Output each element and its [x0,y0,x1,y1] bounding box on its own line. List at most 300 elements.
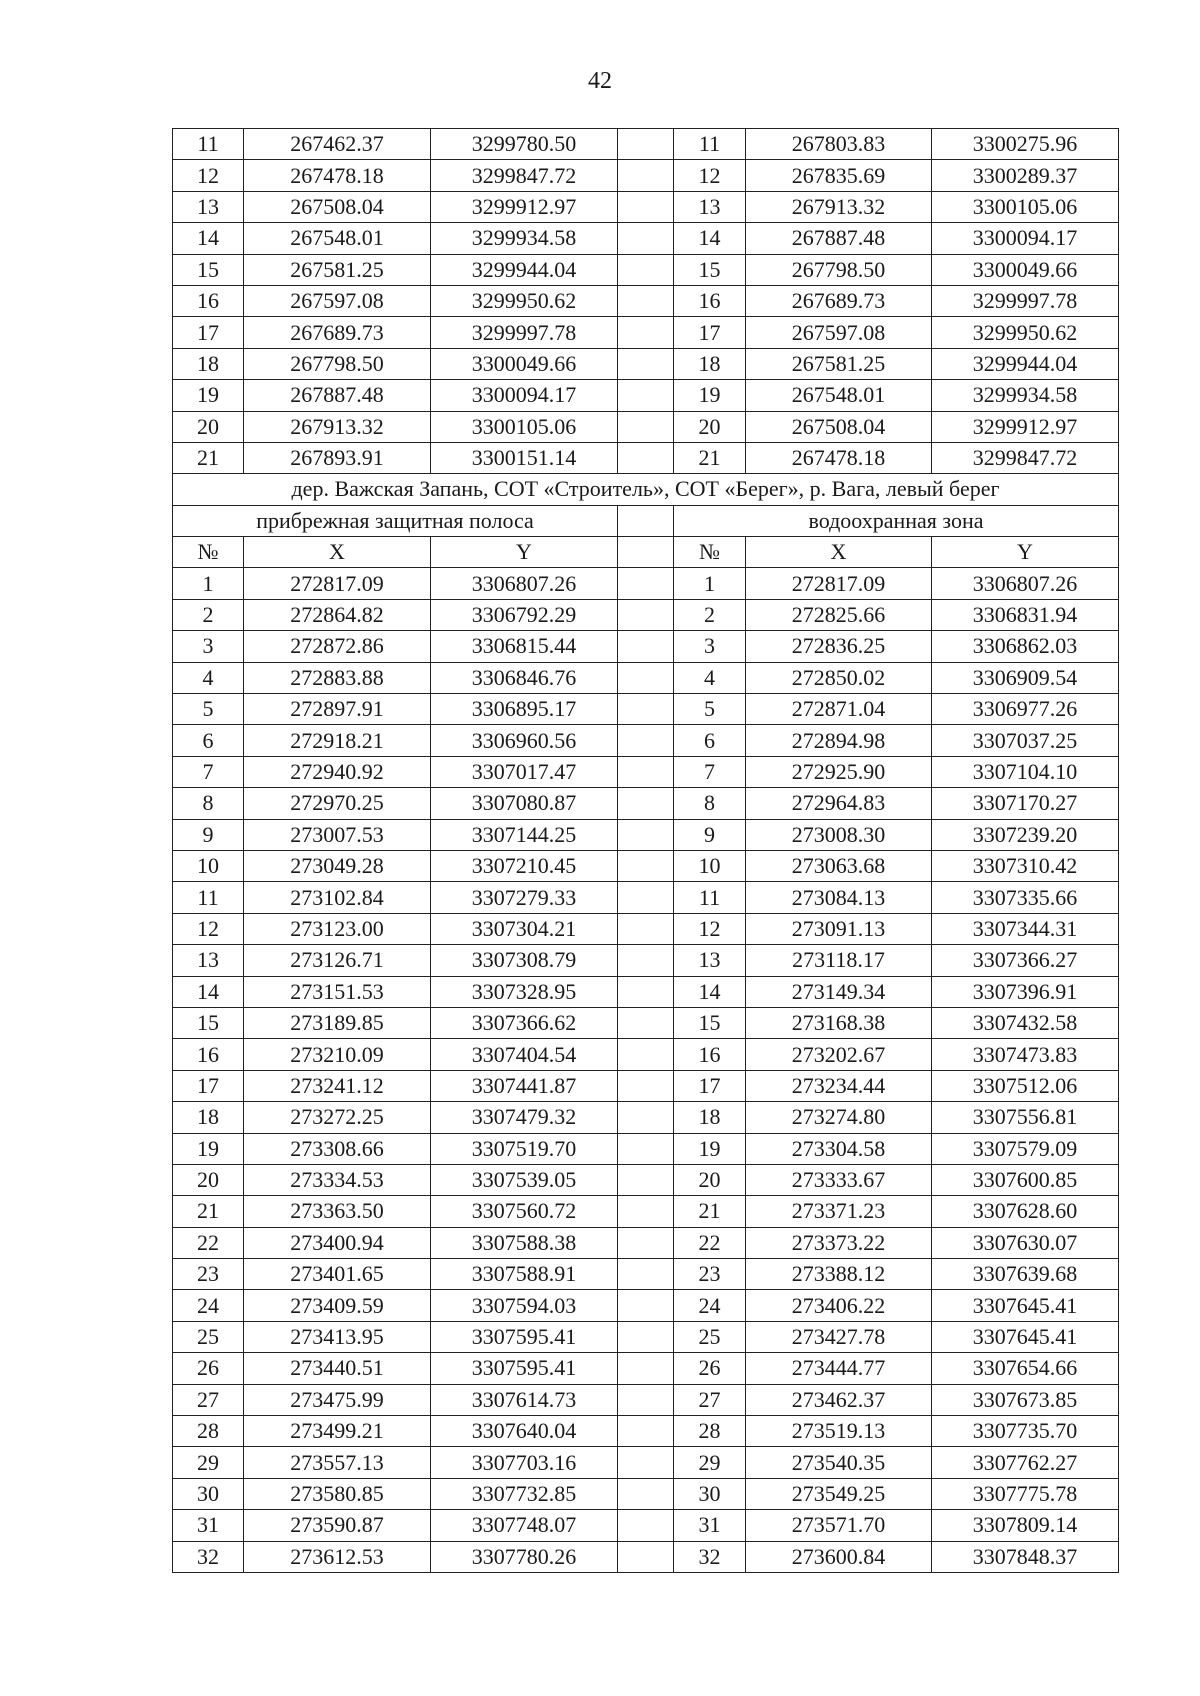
right-point-no: 14 [674,976,746,1007]
right-point-no: 6 [674,725,746,756]
gap-cell [618,1133,674,1164]
gap-cell [618,756,674,787]
gap-cell [618,631,674,662]
right-x: 267581.25 [746,348,932,379]
gap-cell [618,1227,674,1258]
left-y: 3307539.05 [431,1164,618,1195]
left-y: 3299847.72 [431,160,618,191]
right-point-no: 21 [674,1196,746,1227]
left-point-no: 13 [173,945,244,976]
right-x: 273373.22 [746,1227,932,1258]
table-row [173,788,1119,819]
right-x: 273084.13 [746,882,932,913]
gap-cell [618,599,674,630]
table-row [173,1478,1119,1509]
table-row [173,348,1119,379]
left-point-no: 4 [173,662,244,693]
right-y: 3307396.91 [932,976,1119,1007]
left-y: 3307304.21 [431,913,618,944]
table-row [173,819,1119,850]
table-row [173,694,1119,725]
right-point-no: 4 [674,662,746,693]
right-x: 272894.98 [746,725,932,756]
left-y: 3307366.62 [431,1007,618,1038]
right-y: 3307512.06 [932,1070,1119,1101]
right-point-no: 23 [674,1259,746,1290]
right-y: 3299950.62 [932,317,1119,348]
left-col-x: X [244,537,431,568]
right-y: 3300289.37 [932,160,1119,191]
left-x: 273590.87 [244,1510,431,1541]
left-y: 3306846.76 [431,662,618,693]
left-y: 3307703.16 [431,1447,618,1478]
left-x: 273499.21 [244,1416,431,1447]
left-x: 273123.00 [244,913,431,944]
left-x: 267478.18 [244,160,431,191]
right-col-y: Y [932,537,1119,568]
table-row [173,850,1119,881]
table-row [173,1510,1119,1541]
left-y: 3306792.29 [431,599,618,630]
gap-cell [618,1039,674,1070]
gap-cell [618,1164,674,1195]
left-y: 3307479.32 [431,1102,618,1133]
left-y: 3307017.47 [431,756,618,787]
gap-cell [618,568,674,599]
right-y: 3306977.26 [932,694,1119,725]
right-y: 3307735.70 [932,1416,1119,1447]
left-x: 273272.25 [244,1102,431,1133]
left-y: 3306895.17 [431,694,618,725]
gap-cell [618,1510,674,1541]
left-point-no: 7 [173,756,244,787]
left-x: 272872.86 [244,631,431,662]
right-x: 272850.02 [746,662,932,693]
coordinates-table [172,128,1119,1573]
right-y: 3307645.41 [932,1321,1119,1352]
left-x: 267913.32 [244,411,431,442]
left-x: 273413.95 [244,1321,431,1352]
left-point-no: 10 [173,850,244,881]
right-y: 3307848.37 [932,1541,1119,1572]
right-y: 3307630.07 [932,1227,1119,1258]
right-x: 273427.78 [746,1321,932,1352]
table-row [173,1164,1119,1195]
right-x: 273388.12 [746,1259,932,1290]
right-y: 3299912.97 [932,411,1119,442]
gap-cell [618,1416,674,1447]
section-header [173,474,1119,568]
table-row [173,317,1119,348]
right-point-no: 3 [674,631,746,662]
right-point-no: 24 [674,1290,746,1321]
right-y: 3307037.25 [932,725,1119,756]
left-y: 3307560.72 [431,1196,618,1227]
right-x: 273571.70 [746,1510,932,1541]
gap-cell [618,254,674,285]
right-x: 273540.35 [746,1447,932,1478]
right-y: 3300049.66 [932,254,1119,285]
right-point-no: 16 [674,1039,746,1070]
right-point-no: 9 [674,819,746,850]
right-x: 267689.73 [746,285,932,316]
left-y: 3299780.50 [431,129,618,160]
gap-cell [618,882,674,913]
right-y: 3307673.85 [932,1384,1119,1415]
right-point-no: 22 [674,1227,746,1258]
left-x: 273612.53 [244,1541,431,1572]
left-y: 3300094.17 [431,380,618,411]
left-y: 3307210.45 [431,850,618,881]
right-point-no: 10 [674,850,746,881]
gap-cell [618,285,674,316]
left-y: 3307588.38 [431,1227,618,1258]
right-x: 272964.83 [746,788,932,819]
left-x: 273334.53 [244,1164,431,1195]
left-x: 273049.28 [244,850,431,881]
right-x: 272817.09 [746,568,932,599]
right-y: 3307366.27 [932,945,1119,976]
left-point-no: 5 [173,694,244,725]
left-x: 267798.50 [244,348,431,379]
left-x: 272883.88 [244,662,431,693]
right-y: 3300275.96 [932,129,1119,160]
right-x: 267478.18 [746,442,932,473]
right-y: 3307628.60 [932,1196,1119,1227]
left-x: 273241.12 [244,1070,431,1101]
table-row [173,1541,1119,1572]
left-x: 267893.91 [244,442,431,473]
right-x: 273519.13 [746,1416,932,1447]
table-row [173,1039,1119,1070]
left-y: 3307441.87 [431,1070,618,1101]
right-point-no: 28 [674,1416,746,1447]
gap-cell [618,505,674,536]
table-row [173,191,1119,222]
left-y: 3307588.91 [431,1259,618,1290]
column-header-row [173,537,1119,568]
table-row [173,631,1119,662]
right-y: 3306909.54 [932,662,1119,693]
right-point-no: 14 [674,223,746,254]
table-row [173,1321,1119,1352]
left-point-no: 14 [173,223,244,254]
gap-cell [618,1353,674,1384]
table-row [173,568,1119,599]
right-point-no: 13 [674,191,746,222]
right-y: 3299847.72 [932,442,1119,473]
left-y: 3306807.26 [431,568,618,599]
gap-cell [618,662,674,693]
left-col-no: № [173,537,244,568]
right-point-no: 7 [674,756,746,787]
top-rows [173,129,1119,474]
gap-cell [618,725,674,756]
right-point-no: 31 [674,1510,746,1541]
gap-cell [618,223,674,254]
right-x: 273063.68 [746,850,932,881]
left-x: 267887.48 [244,380,431,411]
left-point-no: 16 [173,1039,244,1070]
right-point-no: 17 [674,1070,746,1101]
right-x: 273149.34 [746,976,932,1007]
right-x: 267597.08 [746,317,932,348]
table-row [173,1447,1119,1478]
gap-cell [618,348,674,379]
gap-cell [618,850,674,881]
right-y: 3307473.83 [932,1039,1119,1070]
right-y: 3299944.04 [932,348,1119,379]
left-y: 3307404.54 [431,1039,618,1070]
right-x: 272836.25 [746,631,932,662]
right-y: 3307645.41 [932,1290,1119,1321]
left-x: 273440.51 [244,1353,431,1384]
left-point-no: 23 [173,1259,244,1290]
left-y: 3307595.41 [431,1353,618,1384]
left-x: 272970.25 [244,788,431,819]
right-x: 273234.44 [746,1070,932,1101]
right-y: 3300105.06 [932,191,1119,222]
left-point-no: 25 [173,1321,244,1352]
right-point-no: 18 [674,1102,746,1133]
right-x: 273371.23 [746,1196,932,1227]
left-point-no: 21 [173,1196,244,1227]
right-x: 273168.38 [746,1007,932,1038]
gap-cell [618,1541,674,1572]
table-row [173,411,1119,442]
right-point-no: 25 [674,1321,746,1352]
left-y: 3299950.62 [431,285,618,316]
right-x: 267798.50 [746,254,932,285]
left-point-no: 13 [173,191,244,222]
left-point-no: 17 [173,317,244,348]
left-point-no: 1 [173,568,244,599]
right-point-no: 5 [674,694,746,725]
right-x: 273202.67 [746,1039,932,1070]
right-point-no: 8 [674,788,746,819]
table-row [173,662,1119,693]
left-point-no: 12 [173,160,244,191]
left-x: 267508.04 [244,191,431,222]
left-x: 267597.08 [244,285,431,316]
left-point-no: 28 [173,1416,244,1447]
right-y: 3306862.03 [932,631,1119,662]
right-x: 273549.25 [746,1478,932,1509]
right-y: 3307432.58 [932,1007,1119,1038]
right-y: 3307170.27 [932,788,1119,819]
gap-cell [618,1007,674,1038]
right-y: 3307762.27 [932,1447,1119,1478]
right-point-no: 29 [674,1447,746,1478]
gap-cell [618,1196,674,1227]
table-row [173,442,1119,473]
gap-cell [618,819,674,850]
gap-cell [618,1321,674,1352]
right-x: 267835.69 [746,160,932,191]
left-y: 3307144.25 [431,819,618,850]
right-point-no: 21 [674,442,746,473]
table-row [173,756,1119,787]
right-x: 267508.04 [746,411,932,442]
left-y: 3307732.85 [431,1478,618,1509]
left-point-no: 17 [173,1070,244,1101]
gap-cell [618,411,674,442]
gap-cell [618,694,674,725]
table-row [173,1416,1119,1447]
gap-cell [618,191,674,222]
right-y: 3307335.66 [932,882,1119,913]
left-y: 3307594.03 [431,1290,618,1321]
gap-cell [618,1290,674,1321]
right-x: 273118.17 [746,945,932,976]
right-point-no: 32 [674,1541,746,1572]
right-x: 272925.90 [746,756,932,787]
right-point-no: 27 [674,1384,746,1415]
gap-cell [618,913,674,944]
right-col-x: X [746,537,932,568]
table-row [173,945,1119,976]
left-point-no: 24 [173,1290,244,1321]
left-point-no: 31 [173,1510,244,1541]
left-point-no: 11 [173,882,244,913]
left-point-no: 26 [173,1353,244,1384]
left-x: 272918.21 [244,725,431,756]
left-point-no: 27 [173,1384,244,1415]
zone-heading-row [173,505,1119,536]
left-y: 3307308.79 [431,945,618,976]
left-y: 3307328.95 [431,976,618,1007]
left-y: 3300151.14 [431,442,618,473]
right-y: 3307556.81 [932,1102,1119,1133]
left-y: 3307780.26 [431,1541,618,1572]
gap-cell [618,945,674,976]
table-row [173,1196,1119,1227]
left-x: 272940.92 [244,756,431,787]
right-x: 273008.30 [746,819,932,850]
left-point-no: 30 [173,1478,244,1509]
right-x: 273444.77 [746,1353,932,1384]
table-row [173,1290,1119,1321]
left-y: 3300105.06 [431,411,618,442]
left-point-no: 12 [173,913,244,944]
left-zone-heading: прибрежная защитная полоса [173,505,618,536]
right-y: 3307239.20 [932,819,1119,850]
right-y: 3299934.58 [932,380,1119,411]
right-x: 267913.32 [746,191,932,222]
table-row [173,1007,1119,1038]
left-x: 273308.66 [244,1133,431,1164]
left-y: 3307748.07 [431,1510,618,1541]
left-x: 273210.09 [244,1039,431,1070]
table-row [173,129,1119,160]
right-x: 272825.66 [746,599,932,630]
left-y: 3307519.70 [431,1133,618,1164]
right-col-no: № [674,537,746,568]
left-x: 267462.37 [244,129,431,160]
section-title-row [173,474,1119,505]
right-x: 273091.13 [746,913,932,944]
right-point-no: 30 [674,1478,746,1509]
table-row [173,1259,1119,1290]
right-y: 3300094.17 [932,223,1119,254]
right-y: 3307654.66 [932,1353,1119,1384]
right-y: 3307579.09 [932,1133,1119,1164]
gap-cell [618,442,674,473]
right-y: 3307310.42 [932,850,1119,881]
right-x: 267803.83 [746,129,932,160]
left-y: 3306815.44 [431,631,618,662]
table-row [173,913,1119,944]
left-point-no: 19 [173,380,244,411]
right-x: 273274.80 [746,1102,932,1133]
table-row [173,285,1119,316]
left-x: 273409.59 [244,1290,431,1321]
right-point-no: 15 [674,1007,746,1038]
section-title: дер. Важская Запань, СОТ «Строитель», СОТ «Берег», р. Вага, левый берег [173,474,1119,505]
left-x: 273126.71 [244,945,431,976]
table-row [173,599,1119,630]
left-point-no: 32 [173,1541,244,1572]
left-y: 3307595.41 [431,1321,618,1352]
left-point-no: 15 [173,254,244,285]
right-point-no: 12 [674,913,746,944]
right-point-no: 15 [674,254,746,285]
left-x: 273557.13 [244,1447,431,1478]
left-point-no: 11 [173,129,244,160]
gap-cell [618,317,674,348]
right-point-no: 2 [674,599,746,630]
table-row [173,254,1119,285]
left-x: 273151.53 [244,976,431,1007]
left-y: 3299944.04 [431,254,618,285]
right-x: 273406.22 [746,1290,932,1321]
left-point-no: 29 [173,1447,244,1478]
right-y: 3307104.10 [932,756,1119,787]
left-point-no: 6 [173,725,244,756]
gap-cell [618,380,674,411]
right-x: 267548.01 [746,380,932,411]
table-row [173,1133,1119,1164]
left-y: 3300049.66 [431,348,618,379]
bottom-rows [173,568,1119,1573]
right-point-no: 20 [674,411,746,442]
left-y: 3299934.58 [431,223,618,254]
left-x: 273189.85 [244,1007,431,1038]
right-x: 273462.37 [746,1384,932,1415]
left-y: 3306960.56 [431,725,618,756]
gap-cell [618,1447,674,1478]
left-point-no: 20 [173,1164,244,1195]
right-y: 3307809.14 [932,1510,1119,1541]
table-row [173,1227,1119,1258]
gap-cell [618,129,674,160]
left-x: 273475.99 [244,1384,431,1415]
table-row [173,1384,1119,1415]
right-point-no: 17 [674,317,746,348]
left-point-no: 8 [173,788,244,819]
right-y: 3306831.94 [932,599,1119,630]
table-row [173,1102,1119,1133]
left-y: 3307279.33 [431,882,618,913]
right-y: 3306807.26 [932,568,1119,599]
left-x: 273580.85 [244,1478,431,1509]
left-y: 3299912.97 [431,191,618,222]
left-y: 3307614.73 [431,1384,618,1415]
right-point-no: 13 [674,945,746,976]
gap-cell [618,788,674,819]
left-x: 273363.50 [244,1196,431,1227]
left-point-no: 19 [173,1133,244,1164]
